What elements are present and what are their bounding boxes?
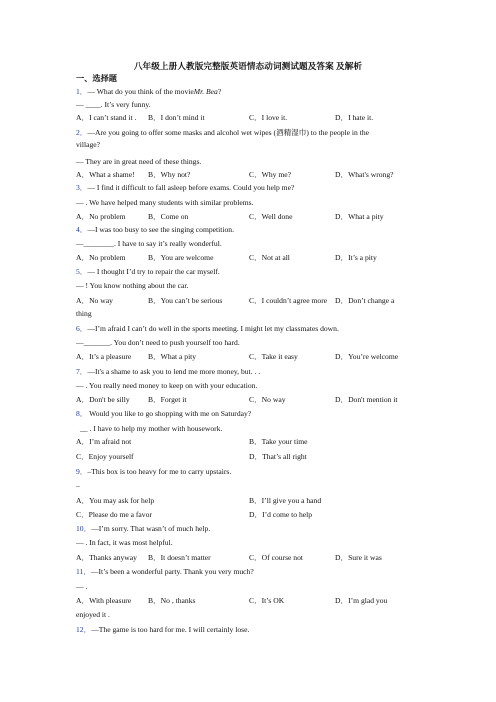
question-4-stem — [76, 224, 234, 235]
question-6-answer-line: —_______. You don’t need to push yourself too hard. — [76, 338, 240, 347]
option-a: A．No problem — [76, 253, 126, 262]
option-d: D．I’m glad you — [335, 596, 388, 605]
question-11-answer-line: — . — [76, 582, 88, 591]
question-7-answer-line: — . You really need money to keep on with your education. — [76, 381, 258, 390]
question-9-stem — [76, 466, 231, 477]
option-a: A．What a shame! — [76, 170, 135, 179]
option-d: D．You’re welcome — [335, 352, 399, 361]
option-b: B．You can’t be serious — [148, 296, 223, 305]
question-number: 1． — [76, 87, 88, 96]
question-number: 6． — [76, 324, 88, 333]
question-number: 4． — [76, 225, 88, 234]
option-c: C．It’s OK — [249, 596, 285, 605]
question-11-stem — [76, 566, 254, 577]
option-b: B．I don’t mind it — [148, 113, 205, 122]
question-2-answer-line: — They are in great need of these things. — [76, 157, 202, 166]
question-text: — I thought I’d try to repair the car myself. — [87, 267, 220, 276]
option-a: A．You may ask for help — [76, 496, 155, 505]
question-text: —The game is too hard for me. I will certainly lose. — [91, 625, 250, 634]
question-number: 8． — [76, 409, 88, 418]
question-5-option-cont: thing — [76, 309, 92, 318]
question-5-stem — [76, 266, 220, 277]
question-6-stem — [76, 323, 339, 334]
option-d: D．Don't mention it — [335, 395, 398, 404]
option-b: B．Why not? — [148, 170, 191, 179]
option-d: D．Don’t change a — [335, 296, 395, 305]
option-a: A．I can’t stand it . — [76, 113, 137, 122]
option-c: C．I love it. — [249, 113, 288, 122]
option-d: D．I’d come to help — [249, 510, 313, 519]
question-text: —It’s been a wonderful party. Thank you very much? — [90, 567, 254, 576]
question-text: —It's a shame to ask you to lend me more money, but. . . — [87, 367, 261, 376]
question-text-end: ? — [217, 87, 222, 96]
option-a: A．Don't be silly — [76, 395, 130, 404]
question-2-stem-cont: village? — [76, 140, 101, 149]
question-1-stem — [76, 86, 221, 97]
movie-title: Mr. Bea — [193, 87, 218, 96]
option-a: A．I’m afraid not — [76, 437, 132, 446]
question-7-stem — [76, 366, 260, 377]
question-number: 11． — [76, 567, 91, 576]
question-number: 12． — [76, 625, 92, 634]
option-b: B．It doesn’t matter — [148, 553, 211, 562]
option-b: B．You are welcome — [148, 253, 214, 262]
question-8-answer-line: __ . I have to help my mother with housework. — [80, 424, 223, 433]
question-10-stem — [76, 523, 210, 534]
question-5-answer-line: — ! You know nothing about the car. — [76, 281, 189, 290]
option-c: C．No way — [249, 395, 286, 404]
question-12-stem — [76, 624, 249, 635]
question-3-stem — [76, 182, 294, 193]
option-a: A．No way — [76, 296, 113, 305]
document-title: 八年级上册人教版完整版英语情态动词测试题及答案 及解析 — [133, 61, 363, 71]
option-a: A．It’s a pleasure — [76, 352, 132, 361]
option-b: B．I’ll give you a hand — [249, 496, 322, 505]
question-8-stem — [76, 408, 251, 419]
section-heading: 一、选择题 — [76, 74, 117, 83]
option-c: C．Not at all — [249, 253, 290, 262]
option-d: D．I hate it. — [335, 113, 374, 122]
question-text: —I was too busy to see the singing competition. — [87, 225, 234, 234]
option-b: B．Take your time — [249, 437, 308, 446]
question-2-stem — [76, 127, 369, 138]
question-number: 5． — [76, 267, 88, 276]
option-b: B．What a pity — [148, 352, 197, 361]
option-d: D．That’s all right — [249, 452, 307, 461]
question-1-answer-line: — ____. It’s very funny. — [76, 100, 151, 109]
option-b: B．No , thanks — [148, 596, 196, 605]
option-d: D．What's wrong? — [335, 170, 394, 179]
option-d: D．It’s a pity — [335, 253, 377, 262]
question-9-answer-line: – — [76, 481, 80, 490]
option-c: C．Take it easy — [249, 352, 298, 361]
question-number: 2． — [76, 128, 88, 137]
option-c: C．Please do me a favor — [76, 510, 152, 519]
option-c: C．Enjoy yourself — [76, 452, 134, 461]
question-text: — What do you think of the movie — [87, 87, 194, 96]
option-b: B．Forget it — [148, 395, 187, 404]
question-3-answer-line: — . We have helped many students with similar problems. — [76, 198, 254, 207]
question-text: —I’m afraid I can’t do well in the sports meeting. I might let my classmates down. — [87, 324, 339, 333]
option-a: A．With pleasure — [76, 596, 132, 605]
question-text: –This box is too heavy for me to carry upstairs. — [87, 467, 232, 476]
option-c: C．Of course not — [249, 553, 303, 562]
option-c: C．I couldn’t agree more — [249, 296, 328, 305]
question-10-answer-line: — . In fact, it was most helpful. — [76, 538, 173, 547]
option-c: C．Why me? — [249, 170, 291, 179]
option-d: D．What a pity — [335, 212, 384, 221]
question-4-answer-line: —________. I have to say it’s really wonderful. — [76, 239, 222, 248]
option-a: A．No problem — [76, 212, 126, 221]
question-number: 9． — [76, 467, 88, 476]
question-number: 7． — [76, 367, 88, 376]
question-number: 10． — [76, 524, 92, 533]
question-text: Would you like to go shopping with me on Saturday? — [87, 409, 252, 418]
option-b: B．Come on — [148, 212, 189, 221]
question-text: — I find it difficult to fall asleep before exams. Could you help me? — [87, 183, 295, 192]
question-11-option-cont: enjoyed it . — [76, 610, 110, 619]
question-text: —Are you going to offer some masks and alcohol wet wipes (酒精湿巾) to the people in the — [87, 128, 370, 137]
option-a: A．Thanks anyway — [76, 553, 137, 562]
question-text: —I’m sorry. That wasn’t of much help. — [91, 524, 211, 533]
question-number: 3． — [76, 183, 88, 192]
option-c: C．Well done — [249, 212, 293, 221]
option-d: D．Sure it was — [335, 553, 382, 562]
